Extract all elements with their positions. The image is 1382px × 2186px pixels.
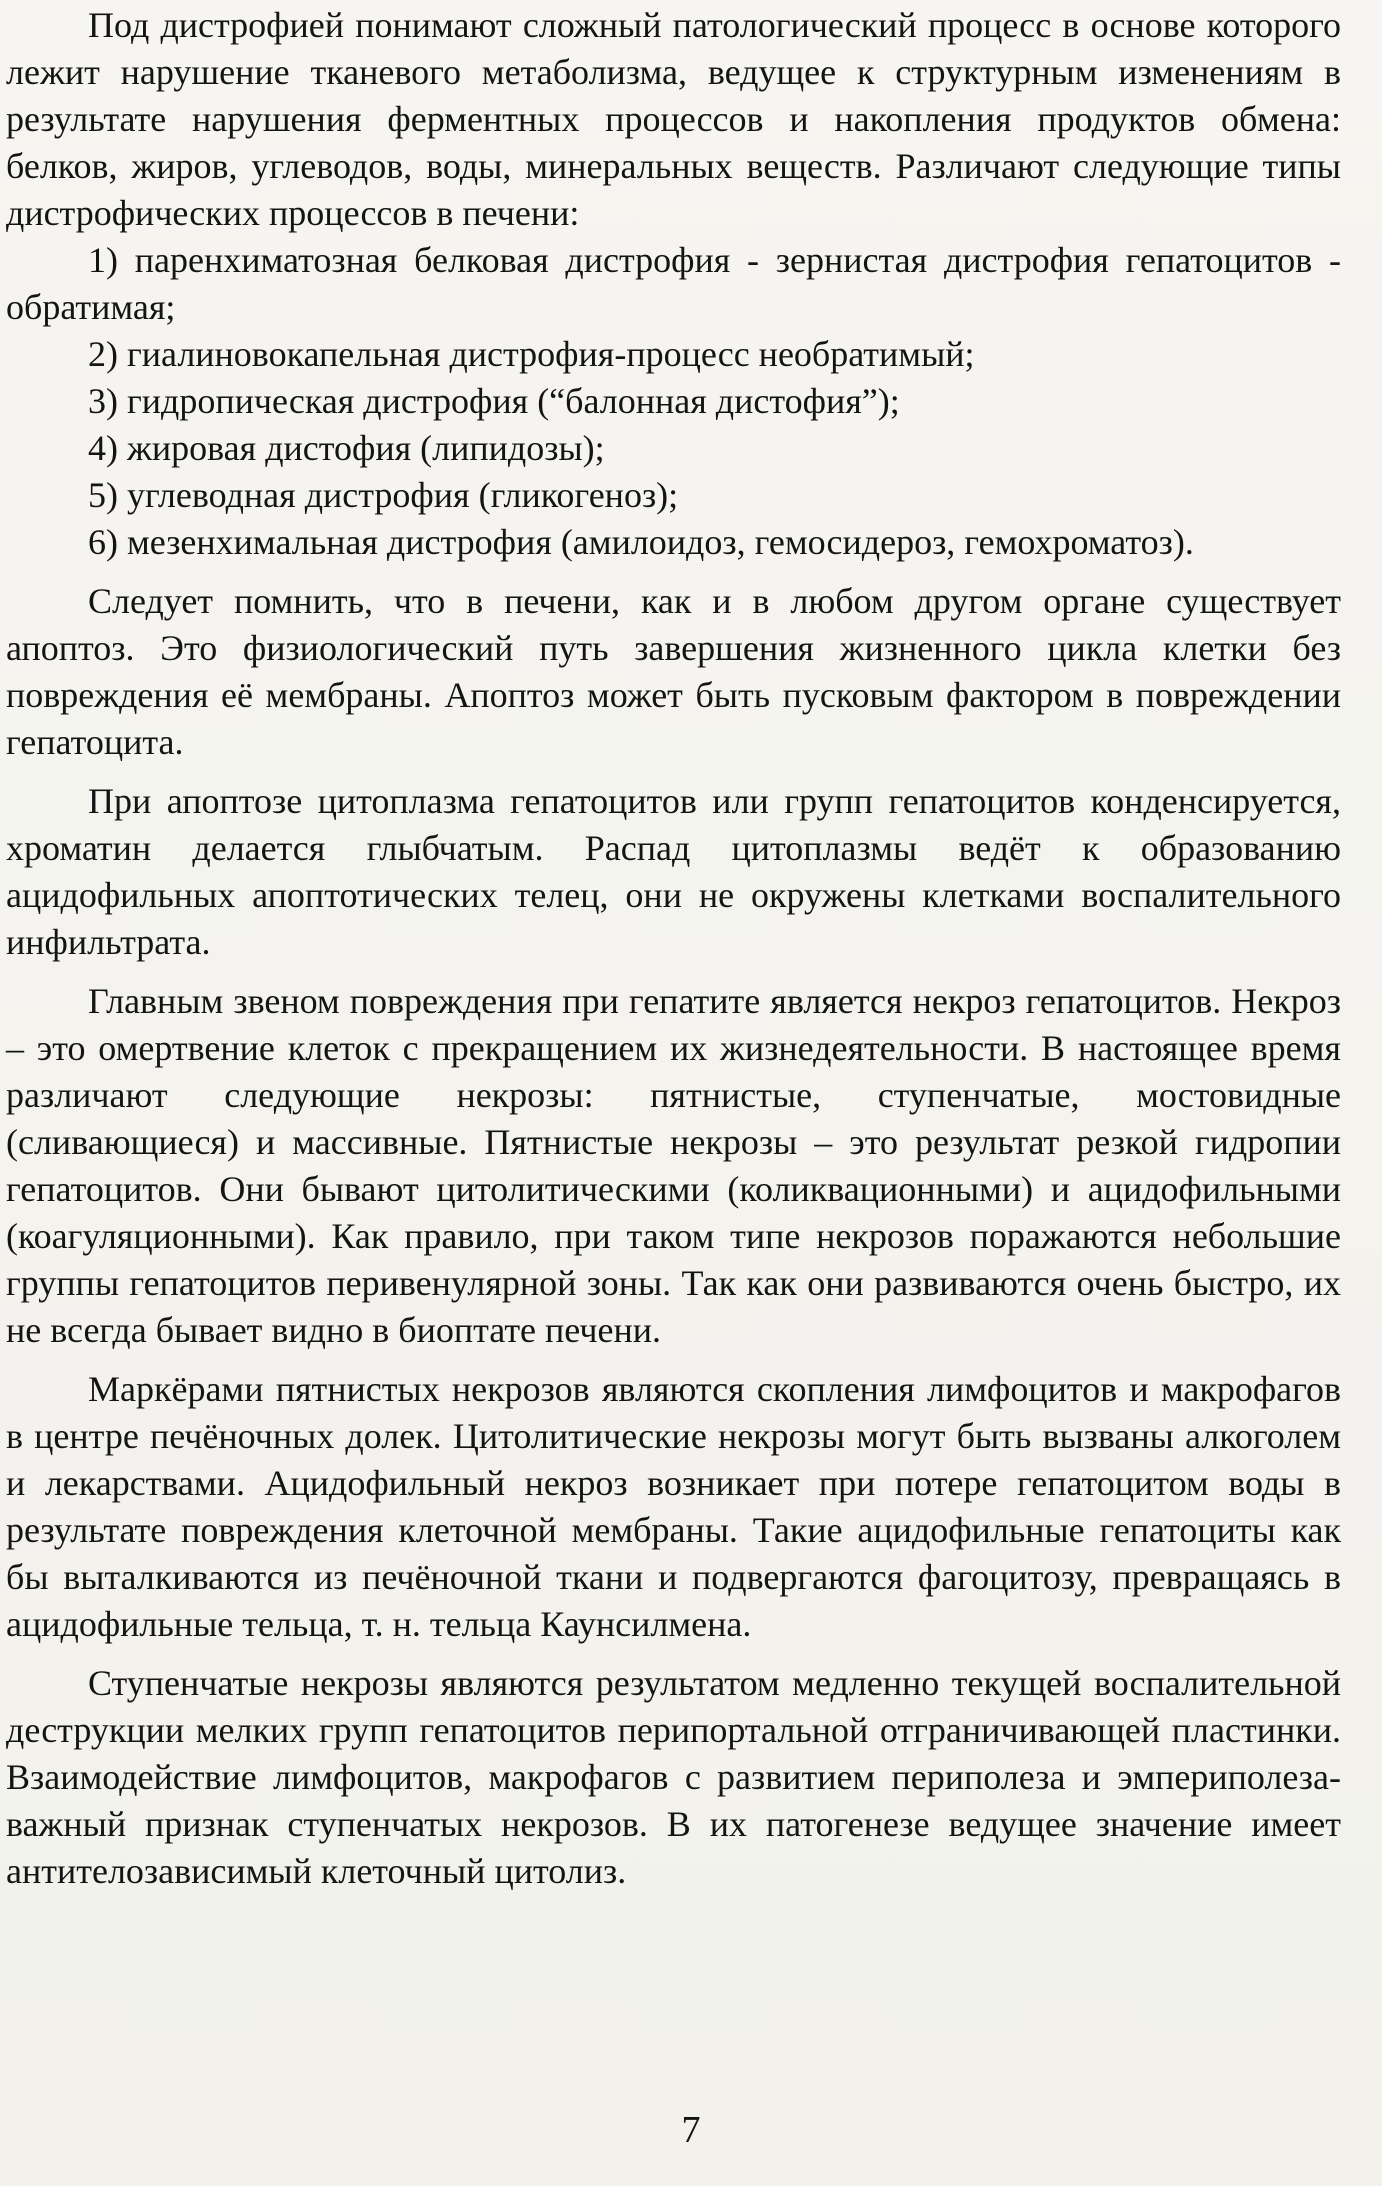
list-item-5: 5) углеводная дистрофия (гликогеноз); bbox=[88, 475, 679, 515]
list-item-4: 4) жировая дистофия (липидозы); bbox=[88, 428, 605, 468]
list-item-2: 2) гиалиновокапельная дистрофия-процесс необратимый; bbox=[88, 334, 975, 374]
intro-paragraph: Под дистрофией понимают сложный патологический процесс в основе которого лежит нарушение тканевого метаболизма, ведущее к структурным изменениям в результате нарушения ферментных процессов и накопления продуктов обмена: белков, жиров, углеводов, воды, минеральных веществ. Различают следующие типы дистрофических процессов в печени: bbox=[6, 5, 1341, 233]
body-text bbox=[6, 2, 1341, 1895]
paragraph-apoptosis: Следует помнить, что в печени, как и в любом другом органе существует апоптоз. Это физиологический путь завершения жизненного цикла клетки без повреждения её мембраны. Апоптоз может быть пусковым фактором в повреждении гепатоцита. bbox=[6, 581, 1341, 762]
paragraph-necrosis: Главным звеном повреждения при гепатите является некроз гепатоцитов. Некроз – это омертвение клеток с прекращением их жизнедеятельности. В настоящее время различают следующие некрозы: пятнистые, ступенчатые, мостовидные (сливающиеся) и массивные. Пятнистые некрозы – это результат резкой гидропии гепатоцитов. Они бывают цитолитическими (коликвационными) и ацидофильными (коагуляционными). Как правило, при таком типе некрозов поражаются небольшие группы гепатоцитов перивенулярной зоны. Так как они развиваются очень быстро, их не всегда бывает видно в биоптате печени. bbox=[6, 981, 1341, 1350]
paragraph-apoptosis-cytoplasm: При апоптозе цитоплазма гепатоцитов или групп гепатоцитов конденсируется, хроматин делается глыбчатым. Распад цитоплазмы ведёт к образованию ацидофильных апоптотических телец, они не окружены клетками воспалительного инфильтрата. bbox=[6, 781, 1341, 962]
list-item-3: 3) гидропическая дистрофия (“балонная дистофия”); bbox=[88, 381, 900, 421]
list-item-6: 6) мезенхимальная дистрофия (амилоидоз, гемосидероз, гемохроматоз). bbox=[88, 522, 1194, 562]
page-number: 7 bbox=[681, 2109, 701, 2151]
paragraph-markers: Маркёрами пятнистых некрозов являются скопления лимфоцитов и макрофагов в центре печёночных долек. Цитолитические некрозы могут быть вызваны алкоголем и лекарствами. Ацидофильный некроз возникает при потере гепатоцитом воды в результате повреждения клеточной мембраны. Такие ацидофильные гепатоциты как бы выталкиваются из печёночной ткани и подвергаются фагоцитозу, превращаясь в ацидофильные тельца, т. н. тельца Каунсилмена. bbox=[6, 1369, 1341, 1644]
list-item-1: 1) паренхиматозная белковая дистрофия - зернистая дистрофия гепатоцитов - обратимая; bbox=[6, 240, 1341, 327]
paragraph-stepped-necrosis: Ступенчатые некрозы являются результатом медленно текущей воспалительной деструкции мелких групп гепатоцитов перипортальной отграничивающей пластинки. Взаимодействие лимфоцитов, макрофагов с развитием периполеза и эмпериполеза- важный признак ступенчатых некрозов. В их патогенезе ведущее значение имеет антителозависимый клеточный цитолиз. bbox=[6, 1663, 1341, 1891]
